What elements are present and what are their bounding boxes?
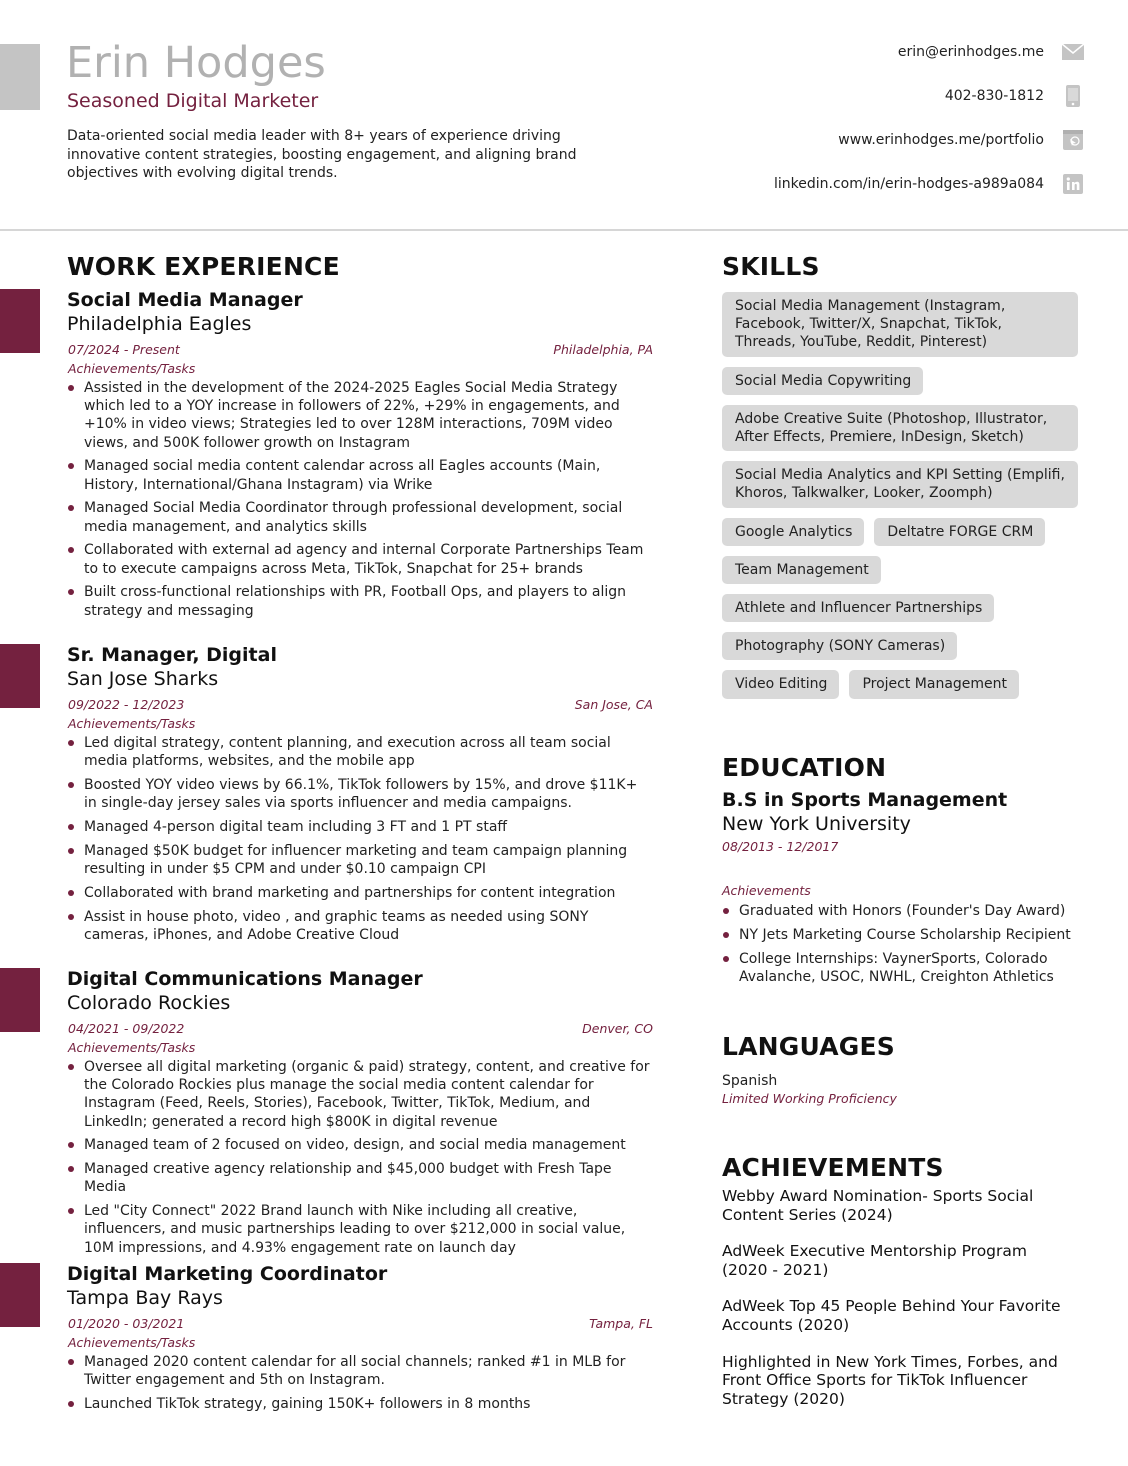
envelope-icon <box>1062 41 1084 63</box>
list-item: NY Jets Marketing Course Scholarship Recipient <box>722 926 1082 944</box>
linkedin-text[interactable]: linkedin.com/in/erin-hodges-a989a084 <box>773 176 1044 192</box>
phone-text[interactable]: 402-830-1812 <box>944 88 1044 104</box>
list-item: College Internships: VaynerSports, Colorado Avalanche, USOC, NWHL, Creighton Athletics <box>722 950 1082 986</box>
job-title: Digital Marketing Coordinator <box>67 1263 388 1285</box>
header-accent-block <box>0 44 40 110</box>
list-item: Managed $50K budget for influencer marketing and team campaign planning resulting in under $5 CPM and under $0.10 campaign CPI <box>67 842 653 878</box>
job-title: Digital Communications Manager <box>67 968 423 990</box>
job-location: Philadelphia, PA <box>553 342 653 357</box>
achievements-list <box>722 1187 1072 1426</box>
job-company: San Jose Sharks <box>67 668 219 690</box>
linkedin-icon <box>1062 173 1084 195</box>
job-company: Philadelphia Eagles <box>67 313 252 335</box>
achievement-item: Highlighted in New York Times, Forbes, and Front Office Sports for TikTok Influencer Strategy (2020) <box>722 1352 1058 1408</box>
job-dates: 09/2022 - 12/2023 <box>68 697 185 712</box>
job-accent-block <box>0 289 40 353</box>
list-item: Assisted in the development of the 2024-2025 Eagles Social Media Strategy which led to a YOY increase in followers of 22%, +29% in engagements, and +10% in video views; Strategies led to over 128M interactions, 709M video views, and 500K follower growth on Instagram <box>67 379 653 452</box>
job-entry <box>67 288 653 625</box>
browser-link-icon <box>1062 129 1084 151</box>
job-company: Colorado Rockies <box>67 992 231 1014</box>
list-item: Oversee all digital marketing (organic & paid) strategy, content, and creative for the Colorado Rockies plus manage the social media content calendar for Instagram (Feed, Reels, Stories), Facebook, Twitter, TikTok, Medium, and LinkedIn; generated a record high $800K in digital revenue <box>67 1058 653 1131</box>
job-company: Tampa Bay Rays <box>67 1287 223 1309</box>
email-text[interactable]: erin@erinhodges.me <box>897 44 1044 60</box>
job-subheading: Achievements/Tasks <box>68 1335 196 1350</box>
job-location: San Jose, CA <box>574 697 653 712</box>
job-bullets <box>67 1058 653 1257</box>
list-item: Led digital strategy, content planning, and execution across all team social media platforms, websites, and the mobile app <box>67 734 653 770</box>
language-entry <box>722 1072 897 1108</box>
education-subheading: Achievements <box>722 883 811 898</box>
skills-heading: SKILLS <box>722 252 820 281</box>
job-bullets <box>67 734 653 944</box>
achievements-heading: ACHIEVEMENTS <box>722 1153 944 1182</box>
job-dates: 07/2024 - Present <box>68 342 180 357</box>
mobile-phone-icon <box>1062 85 1084 107</box>
list-item: Managed Social Media Coordinator through professional development, social media management, and analytics skills <box>67 499 653 535</box>
contact-portfolio[interactable] <box>838 128 1084 152</box>
education-entry <box>722 788 1082 992</box>
education-degree: B.S in Sports Management <box>722 789 1008 811</box>
job-meta <box>67 338 653 360</box>
achievement-item: AdWeek Top 45 People Behind Your Favorite Accounts (2020) <box>722 1297 1061 1334</box>
job-subheading: Achievements/Tasks <box>68 361 196 376</box>
contact-email[interactable] <box>898 40 1084 64</box>
skill-tag: Team Management <box>722 556 881 584</box>
language-name: Spanish <box>722 1073 778 1089</box>
resume-name: Erin Hodges <box>66 38 326 88</box>
list-item: Launched TikTok strategy, gaining 150K+ followers in 8 months <box>67 1395 653 1413</box>
education-school: New York University <box>722 813 911 835</box>
list-item: Managed creative agency relationship and $45,000 budget with Fresh Tape Media <box>67 1160 653 1196</box>
job-subheading: Achievements/Tasks <box>68 716 196 731</box>
job-dates: 01/2020 - 03/2021 <box>68 1316 185 1331</box>
job-entry <box>67 1262 653 1419</box>
contact-linkedin[interactable] <box>774 172 1084 196</box>
skill-tag: Project Management <box>849 670 1019 698</box>
job-accent-block <box>0 644 40 708</box>
job-accent-block <box>0 968 40 1032</box>
skills-list <box>722 292 1084 709</box>
skill-tag: Social Media Copywriting <box>722 367 923 395</box>
job-bullets <box>67 1353 653 1413</box>
list-item: Managed social media content calendar across all Eagles accounts (Main, History, International/Ghana Instagram) via Wrike <box>67 457 653 493</box>
education-heading: EDUCATION <box>722 753 887 782</box>
portfolio-text[interactable]: www.erinhodges.me/portfolio <box>838 132 1044 148</box>
skill-tag: Photography (SONY Cameras) <box>722 632 957 660</box>
list-item: Collaborated with external ad agency and internal Corporate Partnerships Team to to execute campaigns across Meta, TikTok, Snapchat for 25+ brands <box>67 541 653 577</box>
job-title: Social Media Manager <box>67 289 303 311</box>
resume-tagline: Seasoned Digital Marketer <box>67 90 319 112</box>
job-subheading: Achievements/Tasks <box>68 1040 196 1055</box>
list-item: Managed 2020 content calendar for all social channels; ranked #1 in MLB for Twitter engagement and 5th on Instagram. <box>67 1353 653 1389</box>
job-bullets <box>67 379 653 620</box>
list-item: Built cross-functional relationships with PR, Football Ops, and players to align strategy and messaging <box>67 583 653 619</box>
job-meta <box>67 1017 653 1039</box>
language-level: Limited Working Proficiency <box>722 1091 897 1106</box>
skill-tag: Video Editing <box>722 670 839 698</box>
skill-tag: Google Analytics <box>722 518 864 546</box>
contact-phone[interactable] <box>945 84 1084 108</box>
list-item: Graduated with Honors (Founder's Day Award) <box>722 902 1082 920</box>
skill-tag: Social Media Management (Instagram, Facebook, Twitter/X, Snapchat, TikTok, Threads, YouTube, Reddit, Pinterest) <box>722 292 1078 357</box>
education-dates: 08/2013 - 12/2017 <box>722 839 839 854</box>
job-dates: 04/2021 - 09/2022 <box>68 1021 185 1036</box>
job-entry <box>67 967 653 1262</box>
list-item: Assist in house photo, video , and graphic teams as needed using SONY cameras, iPhones, and Adobe Creative Cloud <box>67 908 653 944</box>
job-entry <box>67 643 653 950</box>
job-meta <box>67 693 653 715</box>
job-title: Sr. Manager, Digital <box>67 644 277 666</box>
header-divider <box>0 229 1128 231</box>
achievement-item: AdWeek Executive Mentorship Program (2020 - 2021) <box>722 1242 1027 1279</box>
list-item: Boosted YOY video views by 66.1%, TikTok followers by 15%, and drove $11K+ in single-day jersey sales via sports influencer and media campaigns. <box>67 776 653 812</box>
job-location: Tampa, FL <box>589 1316 653 1331</box>
job-accent-block <box>0 1263 40 1327</box>
job-location: Denver, CO <box>582 1021 653 1036</box>
list-item: Managed 4-person digital team including 3 FT and 1 PT staff <box>67 818 653 836</box>
list-item: Led "City Connect" 2022 Brand launch with Nike including all creative, influencers, and music partnerships leading to over $212,000 in social value, 10M impressions, and 4.93% engagement rate on launch day <box>67 1202 653 1257</box>
skill-tag: Athlete and Influencer Partnerships <box>722 594 994 622</box>
job-meta <box>67 1312 653 1334</box>
list-item: Collaborated with brand marketing and partnerships for content integration <box>67 884 653 902</box>
achievement-item: Webby Award Nomination- Sports Social Content Series (2024) <box>722 1187 1034 1224</box>
resume-summary: Data-oriented social media leader with 8+ years of experience driving innovative content strategies, boosting engagement, and aligning brand objectives with evolving digital trends. <box>67 128 577 181</box>
skill-tag: Deltatre FORGE CRM <box>874 518 1045 546</box>
skill-tag: Social Media Analytics and KPI Setting (Emplifi, Khoros, Talkwalker, Looker, Zoomph) <box>722 461 1078 507</box>
skill-tag: Adobe Creative Suite (Photoshop, Illustrator, After Effects, Premiere, InDesign, Sketch) <box>722 405 1078 451</box>
education-bullets <box>722 902 1082 986</box>
work-experience-heading: WORK EXPERIENCE <box>67 252 340 281</box>
languages-heading: LANGUAGES <box>722 1032 896 1061</box>
list-item: Managed team of 2 focused on video, design, and social media management <box>67 1136 653 1154</box>
